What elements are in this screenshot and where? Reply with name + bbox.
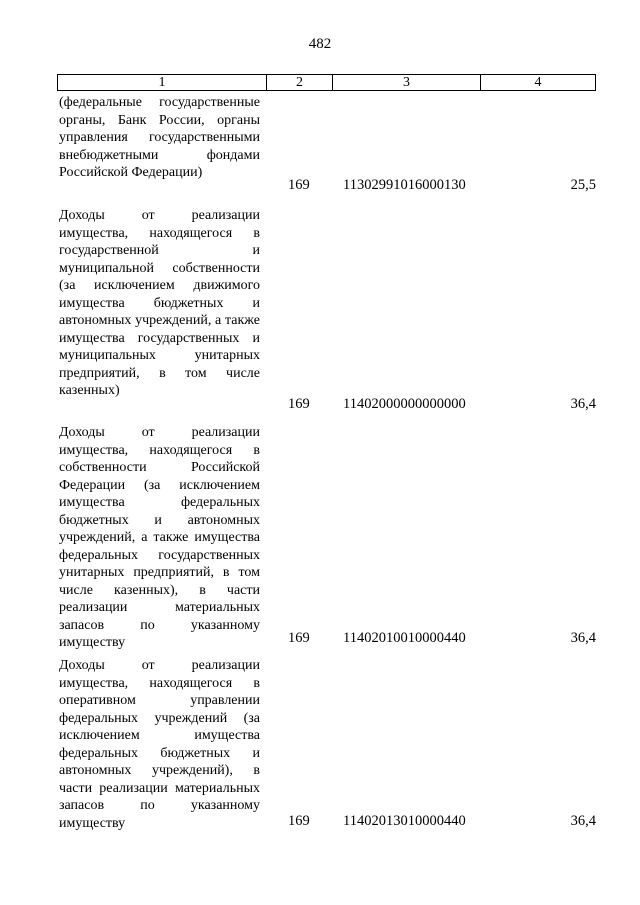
row-col-4: 36,4 <box>570 630 596 646</box>
header-col-3: 3 <box>333 75 481 90</box>
header-col-4: 4 <box>534 75 542 90</box>
row-col-3: 11302991016000130 <box>343 177 466 193</box>
row-col-4: 36,4 <box>570 813 596 829</box>
row-col-3: 11402000000000000 <box>343 396 466 412</box>
page-number: 482 <box>308 36 332 52</box>
row-description: Доходы от реализации имущества, находящегося в государственной и муниципальной собственности (за исключением движимого имущества бюджетных и автономных учреждений, а также имущества государственных и муниципальных унитарных предприятий, в том числе казенных) <box>59 208 260 398</box>
header-col-1: 1 <box>58 75 267 90</box>
row-col-2: 169 <box>288 177 310 193</box>
row-col-3: 11402013010000440 <box>343 813 466 829</box>
row-col-3: 11402010010000440 <box>343 630 466 646</box>
header-col-2: 2 <box>267 75 333 90</box>
row-col-4: 36,4 <box>570 396 596 412</box>
row-description: (федеральные государственные органы, Банк России, органы управления государственными внебюджетными фондами Российской Федерации) <box>59 95 260 180</box>
row-col-2: 169 <box>288 813 310 829</box>
row-description: Доходы от реализации имущества, находящегося в собственности Российской Федерации (за исключением имущества федеральных бюджетных и автономных учреждений, а также имущества федеральных государственных унитарных предприятий, в том числе казенных), в части реализации материальных запасов по указанному имуществу <box>59 425 260 650</box>
table-header-row <box>57 74 596 91</box>
row-description: Доходы от реализации имущества, находящегося в оперативном управлении федеральных учреждений (за исключением имущества федеральных бюджетных и автономных учреждений), в части реализации материальных запасов по указанному имуществу <box>59 658 260 831</box>
row-col-2: 169 <box>288 630 310 646</box>
row-col-4: 25,5 <box>570 177 596 193</box>
row-col-2: 169 <box>288 396 310 412</box>
